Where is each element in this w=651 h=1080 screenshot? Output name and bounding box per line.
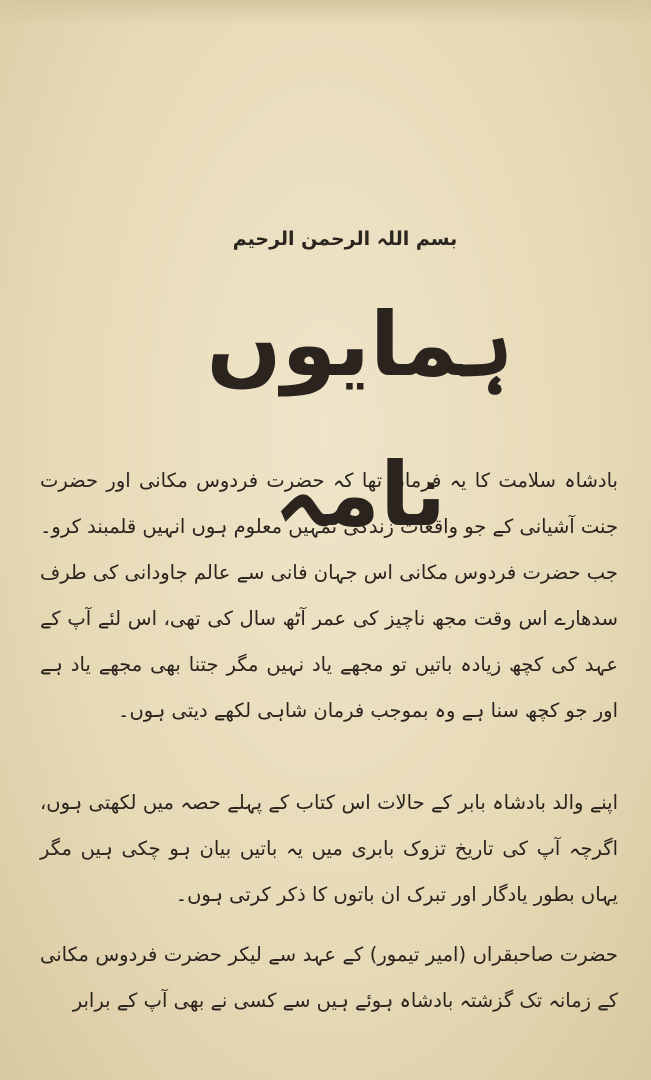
bismillah-heading: بسم اللہ الرحمن الرحیم	[232, 228, 458, 250]
paragraph-3: حضرت صاحبقراں (امیر تیمور) کے عہد سے لیکر حضرت فردوس مکانی کے زمانہ تک گزشتہ بادشاہ ہوئے ہیں سے کسی نے بھی آپ کے برابر	[40, 943, 618, 1012]
book-title: ہمایوں نامہ	[206, 293, 514, 546]
previous-page-bleed	[0, 0, 651, 26]
paragraph-2: اپنے والد بادشاہ بابر کے حالات اس کتاب کے پہلے حصہ میں لکھتی ہوں، اگرچہ آپ کی تاریخ تزوک بابری میں یہ باتیں بیان ہو چکی ہیں مگر یہاں بطور یادگار اور تبرک ان باتوں کا ذکر کرتی ہوں۔	[40, 791, 618, 906]
paragraph-1: بادشاہ سلامت کا یہ فرمان تھا کہ حضرت فردوس مکانی اور حضرت جنت آشیانی کے جو واقعات زندگی تمہیں معلوم ہوں انہیں قلمبند کرو۔ جب حضرت فردوس مکانی اس جہان فانی سے عالم جاودانی کی طرف سدھارے اس وقت مجھ ناچیز کی عمر آٹھ سال کی تھی، اس لئے آپ کے عہد کی کچھ زیادہ باتیں تو مجھے یاد نہیں مگر جتنا بھی مجھے یاد ہے اور جو کچھ سنا ہے وہ بموجب فرمان شاہی لکھے دیتی ہوں۔	[40, 469, 618, 722]
